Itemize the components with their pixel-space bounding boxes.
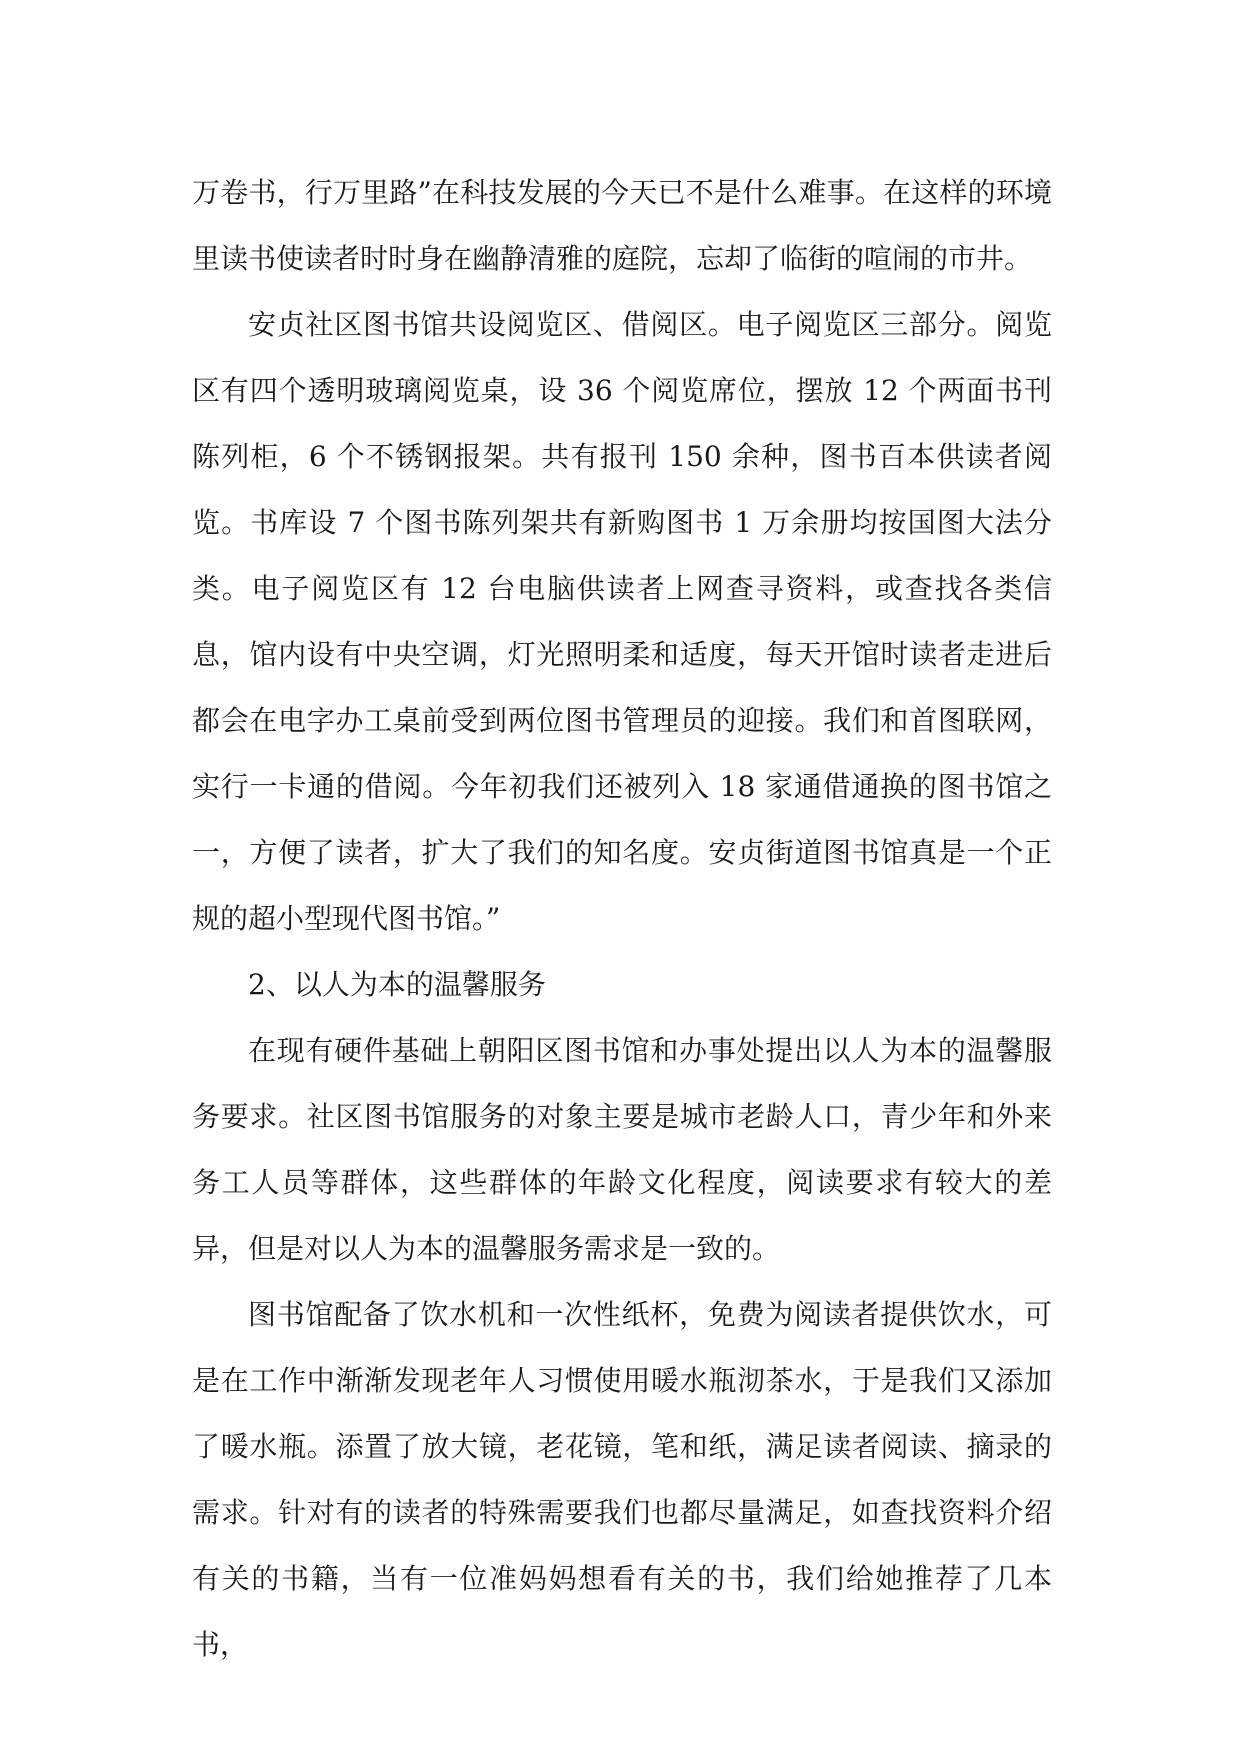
paragraph-library-layout: 安贞社区图书馆共设阅览区、借阅区。电子阅览区三部分。阅览区有四个透明玻璃阅览桌，设 36 个阅览席位，摆放 12 个两面书刊陈列柜，6 个不锈钢报架。共有报刊 150 余种，图书百本供读者阅览。书库设 7 个图书陈列架共有新购图书 1 万余册均按国图大法分类。电子阅览区有 12 台电脑供读者上网查寻资料，或查找各类信息，馆内设有中央空调，灯光照明柔和适度，每天开馆时读者走进后都会在电字办工桌前受到两位图书管理员的迎接。我们和首图联网，实行一卡通的借阅。今年初我们还被列入 18 家通借通换的图书馆之一，方便了读者，扩大了我们的知名度。安贞街道图书馆真是一个正规的超小型现代图书馆。”	[192, 308, 1052, 935]
section-heading: 2、以人为本的温馨服务	[248, 968, 546, 1001]
paragraph-service-details: 图书馆配备了饮水机和一次性纸杯，免费为阅读者提供饮水，可是在工作中渐渐发现老年人习惯使用暖水瓶沏茶水，于是我们又添加了暖水瓶。添置了放大镜，老花镜，笔和纸，满足读者阅读、摘录的需求。针对有的读者的特殊需要我们也都尽量满足，如查找资料介绍有关的书籍，当有一位准妈妈想看有关的书，我们给她推荐了几本书，	[192, 1298, 1052, 1661]
body-text	[192, 160, 1052, 1678]
paragraph-continuation: 万卷书，行万里路”在科技发展的今天已不是什么难事。在这样的环境里读书使读者时时身在幽静清雅的庭院，忘却了临街的喧闹的市井。	[192, 176, 1052, 275]
paragraph-service-requirements: 在现有硬件基础上朝阳区图书馆和办事处提出以人为本的温馨服务要求。社区图书馆服务的对象主要是城市老龄人口，青少年和外来务工人员等群体，这些群体的年龄文化程度，阅读要求有较大的差异，但是对以人为本的温馨服务需求是一致的。	[192, 1034, 1052, 1265]
